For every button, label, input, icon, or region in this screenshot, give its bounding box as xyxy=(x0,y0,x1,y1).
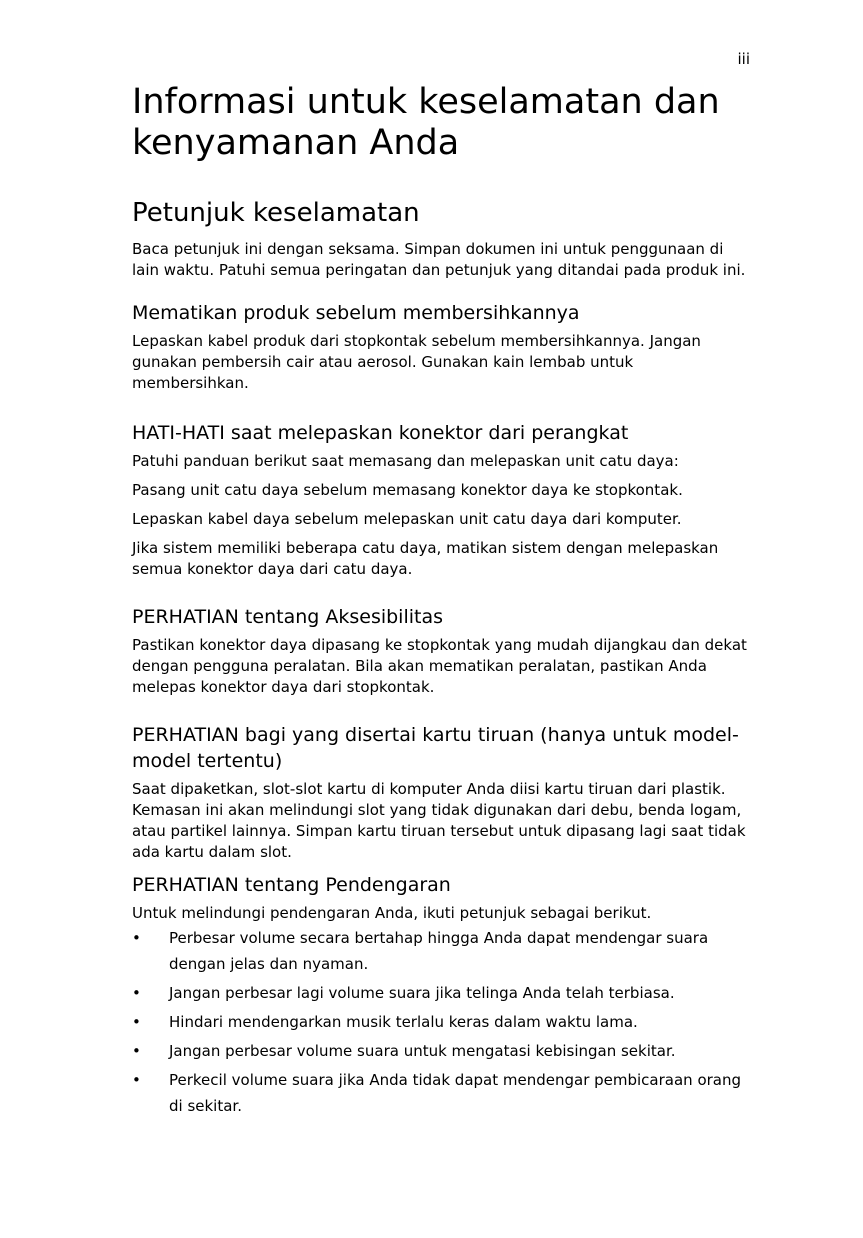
list-item: • Hindari mendengarkan musik terlalu keras dalam waktu lama. xyxy=(132,1009,752,1035)
accessibility-heading: PERHATIAN tentang Aksesibilitas xyxy=(132,606,444,628)
list-item: • Jangan perbesar volume suara untuk mengatasi kebisingan sekitar. xyxy=(132,1038,752,1064)
caution-paragraph-3: Lepaskan kabel daya sebelum melepaskan unit catu daya dari komputer. xyxy=(132,510,682,528)
section-heading: Petunjuk keselamatan xyxy=(132,198,420,228)
bullet-icon: • xyxy=(132,1042,141,1060)
dummy-cards-section xyxy=(132,722,752,863)
hearing-section xyxy=(132,872,752,1119)
hearing-heading: PERHATIAN tentang Pendengaran xyxy=(132,874,451,896)
cleaning-section xyxy=(132,300,752,394)
cleaning-heading: Mematikan produk sebelum membersihkannya xyxy=(132,302,580,324)
caution-section xyxy=(132,420,752,580)
dummy-cards-text: Saat dipaketkan, slot-slot kartu di komputer Anda diisi kartu tiruan dari plastik. Kemasan ini akan melindungi slot yang tidak digunakan dari debu, benda logam, atau partikel lainnya. Simpan kartu tiruan tersebut untuk dipasang lagi saat tidak ada kartu dalam slot. xyxy=(132,780,746,861)
bullet-icon: • xyxy=(132,1071,141,1089)
section-intro: Baca petunjuk ini dengan seksama. Simpan dokumen ini untuk penggunaan di lain waktu. Patuhi semua peringatan dan petunjuk yang ditandai pada produk ini. xyxy=(132,240,746,279)
hearing-intro: Untuk melindungi pendengaran Anda, ikuti petunjuk sebagai berikut. xyxy=(132,904,652,922)
document-body xyxy=(132,82,752,1122)
caution-heading: HATI-HATI saat melepaskan konektor dari perangkat xyxy=(132,422,629,444)
caution-paragraph-2: Pasang unit catu daya sebelum memasang konektor daya ke stopkontak. xyxy=(132,481,683,499)
list-item: • Jangan perbesar lagi volume suara jika telinga Anda telah terbiasa. xyxy=(132,980,752,1006)
accessibility-section xyxy=(132,604,752,698)
list-item: • Perkecil volume suara jika Anda tidak dapat mendengar pembicaraan orang di sekitar. xyxy=(132,1067,752,1119)
list-item: • Perbesar volume secara bertahap hingga Anda dapat mendengar suara dengan jelas dan nyaman. xyxy=(132,925,752,977)
bullet-icon: • xyxy=(132,984,141,1002)
bullet-icon: • xyxy=(132,929,141,947)
accessibility-text: Pastikan konektor daya dipasang ke stopkontak yang mudah dijangkau dan dekat dengan pengguna peralatan. Bila akan mematikan peralatan, pastikan Anda melepas konektor daya dari stopkontak. xyxy=(132,636,747,696)
bullet-icon: • xyxy=(132,1013,141,1031)
dummy-cards-heading: PERHATIAN bagi yang disertai kartu tiruan (hanya untuk model-model tertentu) xyxy=(132,724,739,772)
caution-paragraph-1: Patuhi panduan berikut saat memasang dan melepaskan unit catu daya: xyxy=(132,452,679,470)
hearing-list xyxy=(132,925,752,1119)
cleaning-text: Lepaskan kabel produk dari stopkontak sebelum membersihkannya. Jangan gunakan pembersih cair atau aerosol. Gunakan kain lembab untuk membersihkan. xyxy=(132,332,701,392)
page-title: Informasi untuk keselamatan dan kenyamanan Anda xyxy=(132,82,720,163)
page-number: iii xyxy=(737,50,750,68)
caution-paragraph-4: Jika sistem memiliki beberapa catu daya, matikan sistem dengan melepaskan semua konektor daya dari catu daya. xyxy=(132,539,719,578)
